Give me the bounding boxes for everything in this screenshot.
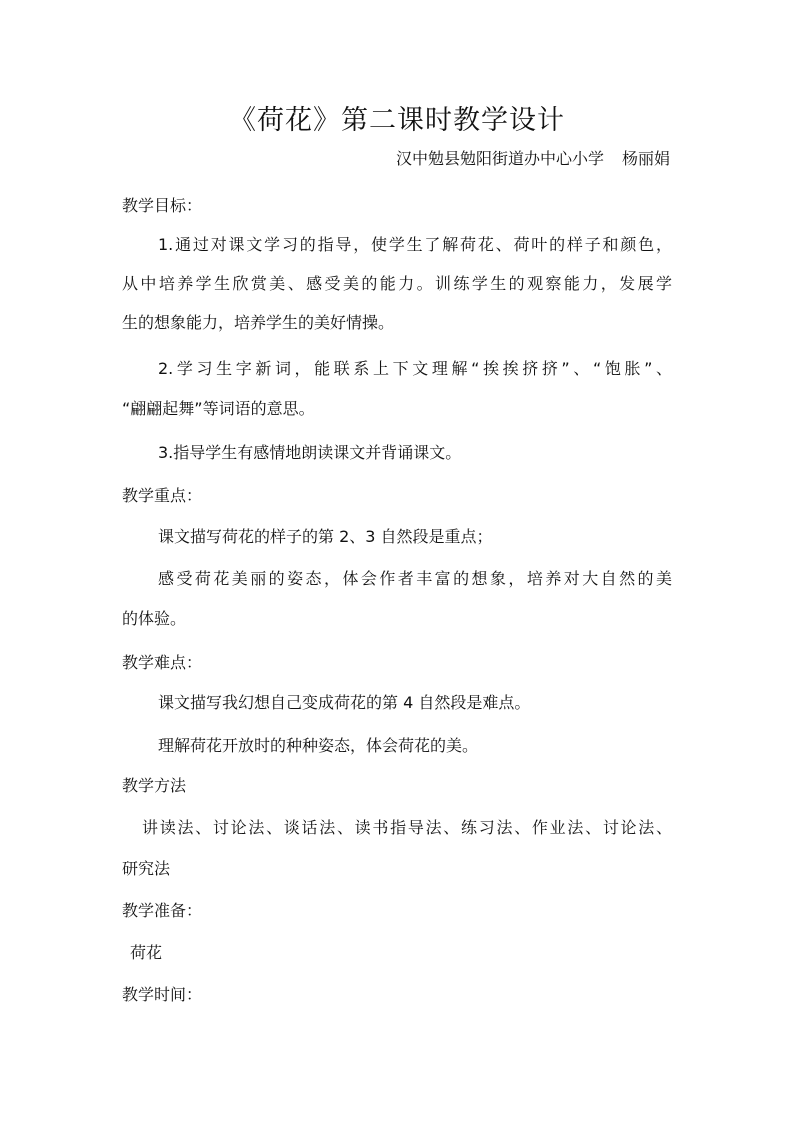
- key-points-p2-line2: 的体验。: [122, 609, 187, 628]
- key-points-p1: 课文描写荷花的样子的第 2、3 自然段是重点；: [158, 527, 493, 546]
- goals-p1-line2: 从中培养学生欣赏美、感受美的能力。训练学生的观察能力，发展学: [122, 274, 672, 293]
- key-points-heading: 教学重点：: [122, 486, 203, 505]
- author-name: 杨丽娟: [621, 149, 670, 168]
- methods-line1: 讲读法、讨论法、谈话法、读书指导法、练习法、作业法、讨论法、: [142, 818, 672, 837]
- author-line: [396, 146, 670, 169]
- difficulties-heading: 教学难点：: [122, 653, 203, 672]
- goals-p2-line1: 2.学习生字新词，能联系上下文理解“挨挨挤挤”、“饱胀”、: [158, 359, 672, 378]
- goals-p1-line3: 生的想象能力，培养学生的美好情操。: [122, 313, 395, 332]
- difficulties-p2: 理解荷花开放时的种种姿态，体会荷花的美。: [158, 736, 479, 755]
- key-points-p2-line1: 感受荷花美丽的姿态，体会作者丰富的想象，培养对大自然的美: [158, 569, 672, 588]
- preparation-content: 荷花: [130, 943, 163, 962]
- goals-p1-line1: 1.通过对课文学习的指导，使学生了解荷花、荷叶的样子和颜色，: [158, 235, 672, 254]
- difficulties-p1: 课文描写我幻想自己变成荷花的第 4 自然段是难点。: [158, 693, 531, 712]
- methods-heading: 教学方法: [122, 776, 187, 795]
- preparation-heading: 教学准备：: [122, 901, 203, 920]
- goals-p3: 3.指导学生有感情地朗读课文并背诵课文。: [158, 443, 462, 462]
- methods-line2: 研究法: [122, 859, 171, 878]
- goals-heading: 教学目标：: [122, 196, 203, 215]
- time-heading: 教学时间：: [122, 985, 203, 1004]
- document-title: 《荷花》第二课时教学设计: [229, 105, 565, 136]
- author-school: 汉中勉县勉阳街道办中心小学: [395, 149, 604, 168]
- goals-p2-line2: “翩翩起舞”等词语的意思。: [122, 399, 315, 418]
